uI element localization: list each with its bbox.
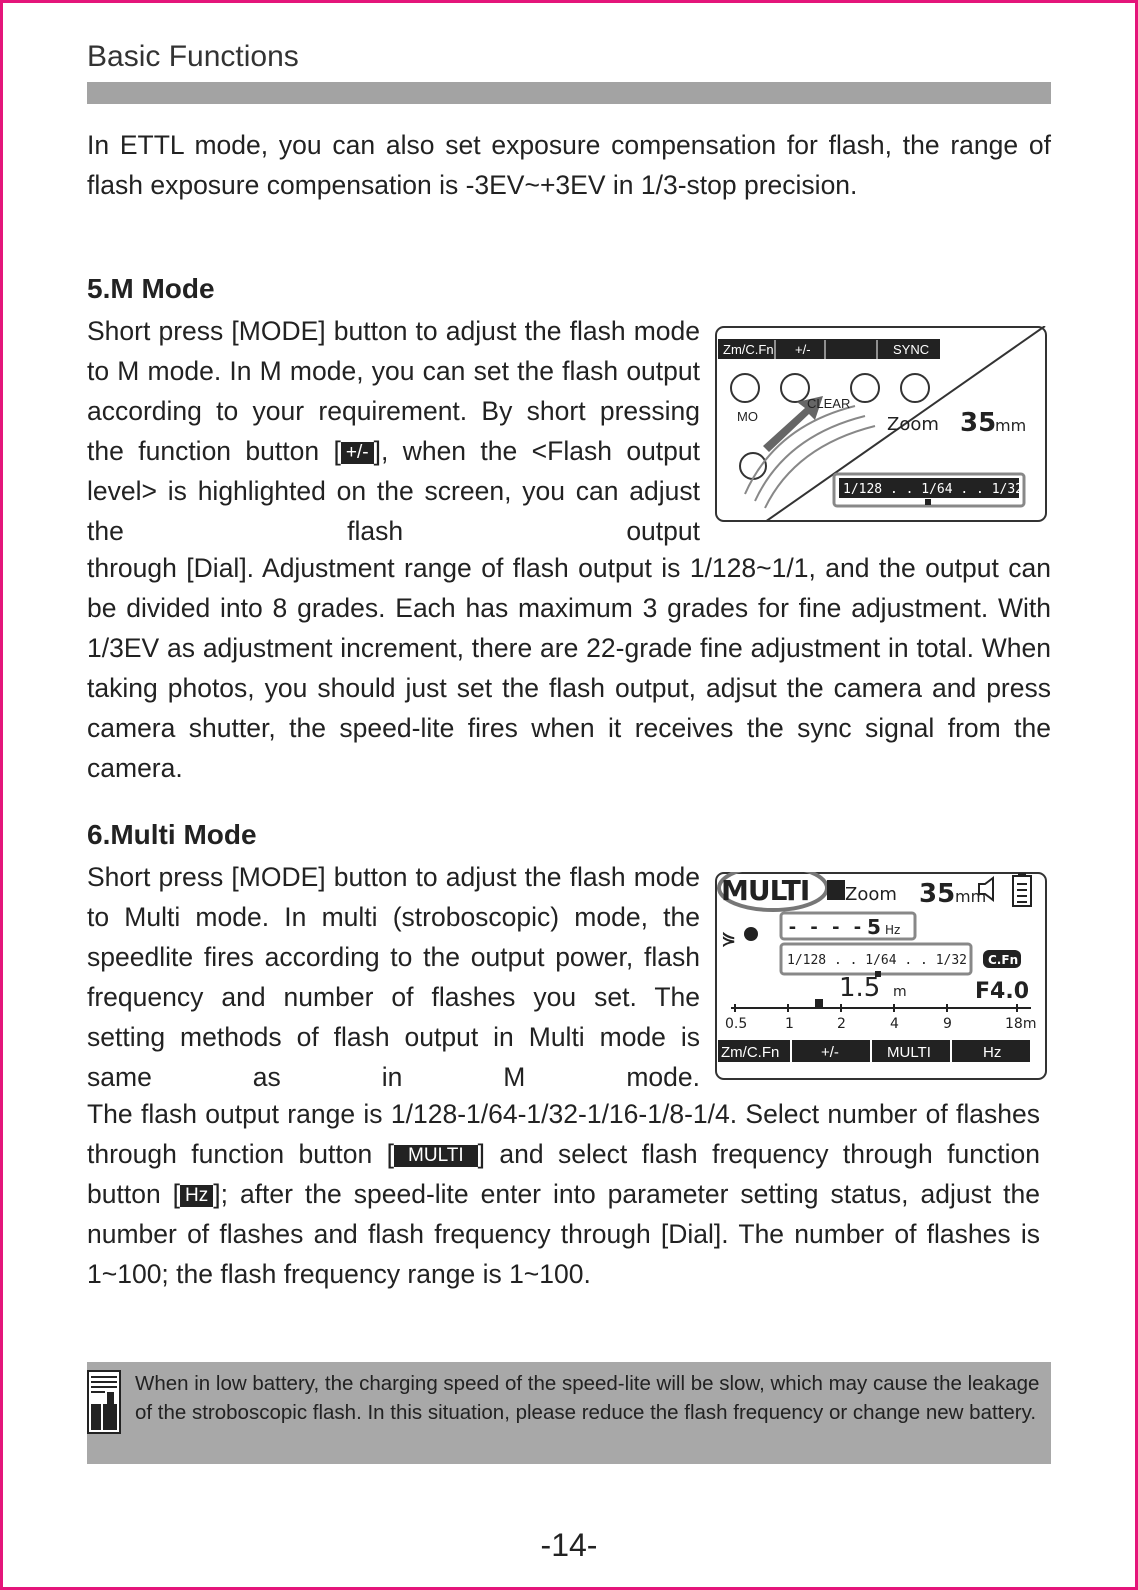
header-bar (87, 82, 1051, 104)
multi-zoom-unit: mm (955, 887, 987, 906)
m-zoom-unit: mm (995, 416, 1027, 435)
section-title: Basic Functions (87, 40, 299, 73)
flash-sync-icon: ⋟ (721, 928, 737, 949)
multi-tab-zm-cfn: Zm/C.Fn (721, 1044, 780, 1061)
m-tab-sync: SYNC (893, 342, 930, 357)
scale-tick: 1 (785, 1016, 794, 1032)
multi-aperture: F4.0 (975, 979, 1030, 1004)
multi-flash-count: - - - - (787, 917, 863, 938)
hz-button-chip: Hz (180, 1185, 213, 1207)
multi-output-scale: 1/128 . . 1/64 . . 1/32 (787, 953, 968, 968)
multi-distance-unit: m (893, 984, 907, 1000)
note-icon (87, 1370, 121, 1434)
multi-tab-hz: Hz (983, 1044, 1002, 1061)
m-tab-plus-minus: +/- (795, 342, 811, 357)
m-mode-paragraph-cont: through [Dial]. Adjustment range of flash output is 1/128~1/1, and the output can be divided into 8 grades. Each has maximum 3 grades for fine adjustment. With 1/3EV as adjustment increment, there are 22-grade fine adjustment in total. When taking photos, you should just set the flash output, adjsut the camera and press camera shutter, the speed-lite fires when it receives the sync signal from the camera. (87, 553, 1051, 783)
multi-tab-plus-minus: +/- (821, 1044, 839, 1061)
scale-tick: 18m (1005, 1016, 1037, 1032)
page-number: -14- (540, 1527, 598, 1563)
flash-head-icon (744, 927, 758, 941)
multi-freq-value: 5 (867, 915, 881, 939)
scale-tick: 0.5 (725, 1016, 748, 1032)
multi-mode-paragraph-cont: The flash output range is 1/128-1/64-1/32-1/16-1/8-1/4. Select number of flashes through function button [ MULTI ] and select flash frequency through function button [ Hz ]; after the speed-lite enter into parameter setting status, adjust the number of flashes and flash frequency through [Dial]. The number of flashes is 1~100; the flash frequency range is 1~100. (87, 1099, 1041, 1289)
m-zoom-label: Zoom (887, 414, 939, 435)
plus-minus-button-chip: +/- (341, 442, 374, 464)
multi-button-chip: MULTI (394, 1145, 478, 1167)
m-tab-zm-cfn: Zm/C.Fn (723, 342, 774, 357)
m-mode-partial: MO (737, 409, 758, 424)
multi-distance: 1.5 (839, 973, 881, 1003)
m-zoom-value: 35 (960, 408, 997, 438)
m-output-scale: 1/128 . . 1/64 . . 1/32 (843, 482, 1024, 497)
scale-tick: 9 (943, 1016, 952, 1032)
m-mode-lcd-illustration (715, 326, 1047, 522)
multi-zoom-value: 35 (919, 879, 956, 909)
intro-paragraph: In ETTL mode, you can also set exposure compensation for flash, the range of flash exposure compensation is -3EV~+3EV in 1/3-stop precision. (87, 130, 1051, 200)
multi-mode-lcd-illustration (715, 872, 1047, 1080)
low-battery-note (87, 1362, 1051, 1464)
note-text: When in low battery, the charging speed of the speed-lite will be slow, which may cause the leakage of the stroboscopic flash. In this situation, please reduce the flash frequency or change new battery. (135, 1372, 1040, 1424)
multi-freq-unit: Hz (885, 923, 901, 937)
scale-tick: 4 (890, 1016, 899, 1032)
scale-tick: 2 (837, 1016, 846, 1032)
multi-zoom-label: Zoom (845, 884, 897, 905)
multi-mode-paragraph: Short press [MODE] button to adjust the flash mode to Multi mode. In multi (stroboscopic) mode, the speedlite fires according to the output power, flash frequency and number of flashes you set. The setting methods of flash output in Multi mode is same as in M mode. (87, 862, 700, 1092)
m-clear-label: CLEAR (807, 396, 851, 411)
m-mode-heading: 5.M Mode (87, 273, 215, 304)
multi-cfn-badge: C.Fn (988, 953, 1019, 967)
m-mode-paragraph: Short press [MODE] button to adjust the flash mode to M mode. In M mode, you can set the flash output according to your requirement. By short pressing the function button [ +/- ], when the <Flash output level> is highlighted on the screen, you can adjust the flash output (87, 316, 701, 546)
multi-tab-multi: MULTI (887, 1044, 931, 1061)
multi-mode-heading: 6.Multi Mode (87, 819, 257, 850)
multi-lcd-mode: MULTI (721, 874, 810, 907)
